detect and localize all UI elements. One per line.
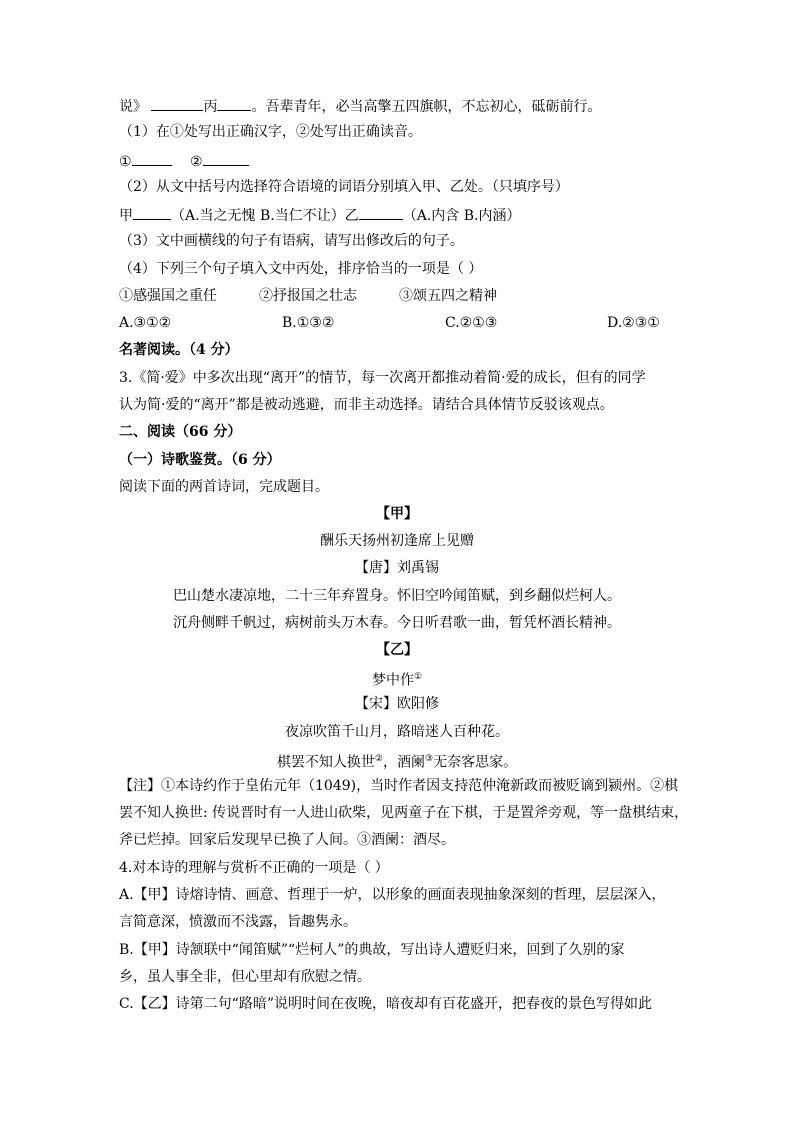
sub-question-2: （2）从文中括号内选择符合语境的词语分别填入甲、乙处。（只填序号）: [119, 179, 569, 195]
poem-label: 【甲】: [376, 506, 418, 522]
instructions: 阅读下面的两首诗词，完成题目。: [119, 479, 329, 495]
option-a-line-2: 言简意深，愤激而不浅露，旨趣隽永。: [119, 914, 357, 930]
sentence-1: ①感强国之重任: [119, 288, 217, 304]
poem-line: 巴山楚水凄凉地，二十三年弃置身。怀旧空吟闻笛赋，到乡翻似烂柯人。: [173, 588, 621, 604]
choice-b: B.①③②: [282, 315, 335, 331]
choice-a: A.③①②: [119, 315, 172, 331]
poem-title: 酬乐天扬州初逢席上见赠: [320, 533, 474, 549]
question-3-line-1: 3.《简·爱》中多次出现“离开”的情节，每一次离开都推动着简·爱的成长，但有的同学: [119, 370, 646, 386]
answer-blanks-2: 甲 （A.当之无愧 B.当仁不让）乙 （A.内含 B.内涵）: [119, 204, 521, 226]
sub-question-4: （4）下列三个句子填入文中丙处，排序恰当的一项是（ ）: [119, 261, 483, 277]
sentence-2: ②抒报国之壮志: [259, 288, 357, 304]
option-b-line-2: 乡，虽人事全非，但心里却有欣慰之情。: [119, 969, 371, 985]
poem-author: 【唐】刘禹锡: [355, 560, 439, 576]
choice-d: D.②③①: [607, 315, 660, 331]
blank-underline: [217, 95, 251, 111]
poem-line: 夜凉吹笛千山月，路暗迷人百种花。: [285, 724, 509, 740]
sub-question-1: （1）在①处写出正确汉字，②处写出正确读音。: [119, 124, 422, 140]
blank-underline: [132, 150, 172, 166]
answer-blanks-1: ① ②: [119, 150, 249, 172]
poem-line: 沉舟侧畔千帆过，病树前头万木春。今日听君歌一曲，暂凭杯酒长精神。: [173, 615, 621, 631]
note-line: 罢不知人换世: 传说晋时有一人进山砍柴，见两童子在下棋，于是置斧旁观，等一盘棋结束，: [119, 805, 689, 821]
note-line: 斧已烂掉。回家后发现早已换了人间。③酒阑：酒尽。: [119, 832, 455, 848]
part-title: （一）诗歌鉴赏。（6 分）: [119, 452, 281, 468]
poem-title: 梦中作①: [371, 672, 423, 689]
blank-underline: [359, 204, 403, 220]
sentence-3: ③颂五四之精神: [399, 288, 497, 304]
section-heading: 名著阅读。（4 分）: [119, 342, 239, 358]
poem-author: 【宋】欧阳修: [355, 696, 439, 712]
blank-underline: [151, 95, 203, 111]
blank-underline: [133, 204, 171, 220]
question-3-line-2: 认为简·爱的“离开”都是被动逃避，而非主动选择。请结合具体情节反驳该观点。: [119, 397, 614, 413]
option-a-line-1: A.【甲】诗熔诗情、画意、哲理于一炉，以形象的画面表现抽象深刻的哲理，层层深入，: [119, 887, 666, 903]
poem-label: 【乙】: [376, 642, 418, 658]
note-line: 【注】①本诗约作于皇佑元年（1049)，当时作者因支持范仲淹新政而被贬谪到颍州。②棋: [119, 778, 679, 794]
blank-underline: [203, 150, 249, 166]
choice-c: C.②①③: [445, 315, 498, 331]
question-stem: 4.对本诗的理解与赏析不正确的一项是（ ）: [119, 860, 389, 876]
poem-line: 棋罢不知人换世②，酒阑③无奈客思家。: [276, 754, 518, 771]
option-b-line-1: B.【甲】诗颔联中“闻笛赋”“烂柯人”的典故，写出诗人遭贬归来，回到了久别的家: [119, 942, 625, 958]
option-c-line-1: C.【乙】诗第二句“路暗”说明时间在夜晚，暗夜却有百花盛开，把春夜的景色写得如此: [119, 996, 652, 1012]
sub-question-3: （3）文中画横线的句子有语病，请写出修改后的句子。: [119, 233, 464, 249]
section-title: 二、阅读（66 分）: [119, 424, 242, 440]
line-1: 说》 丙 。吾辈青年，必当高擎五四旗帜，不忘初心，砥砺前行。: [119, 95, 601, 117]
